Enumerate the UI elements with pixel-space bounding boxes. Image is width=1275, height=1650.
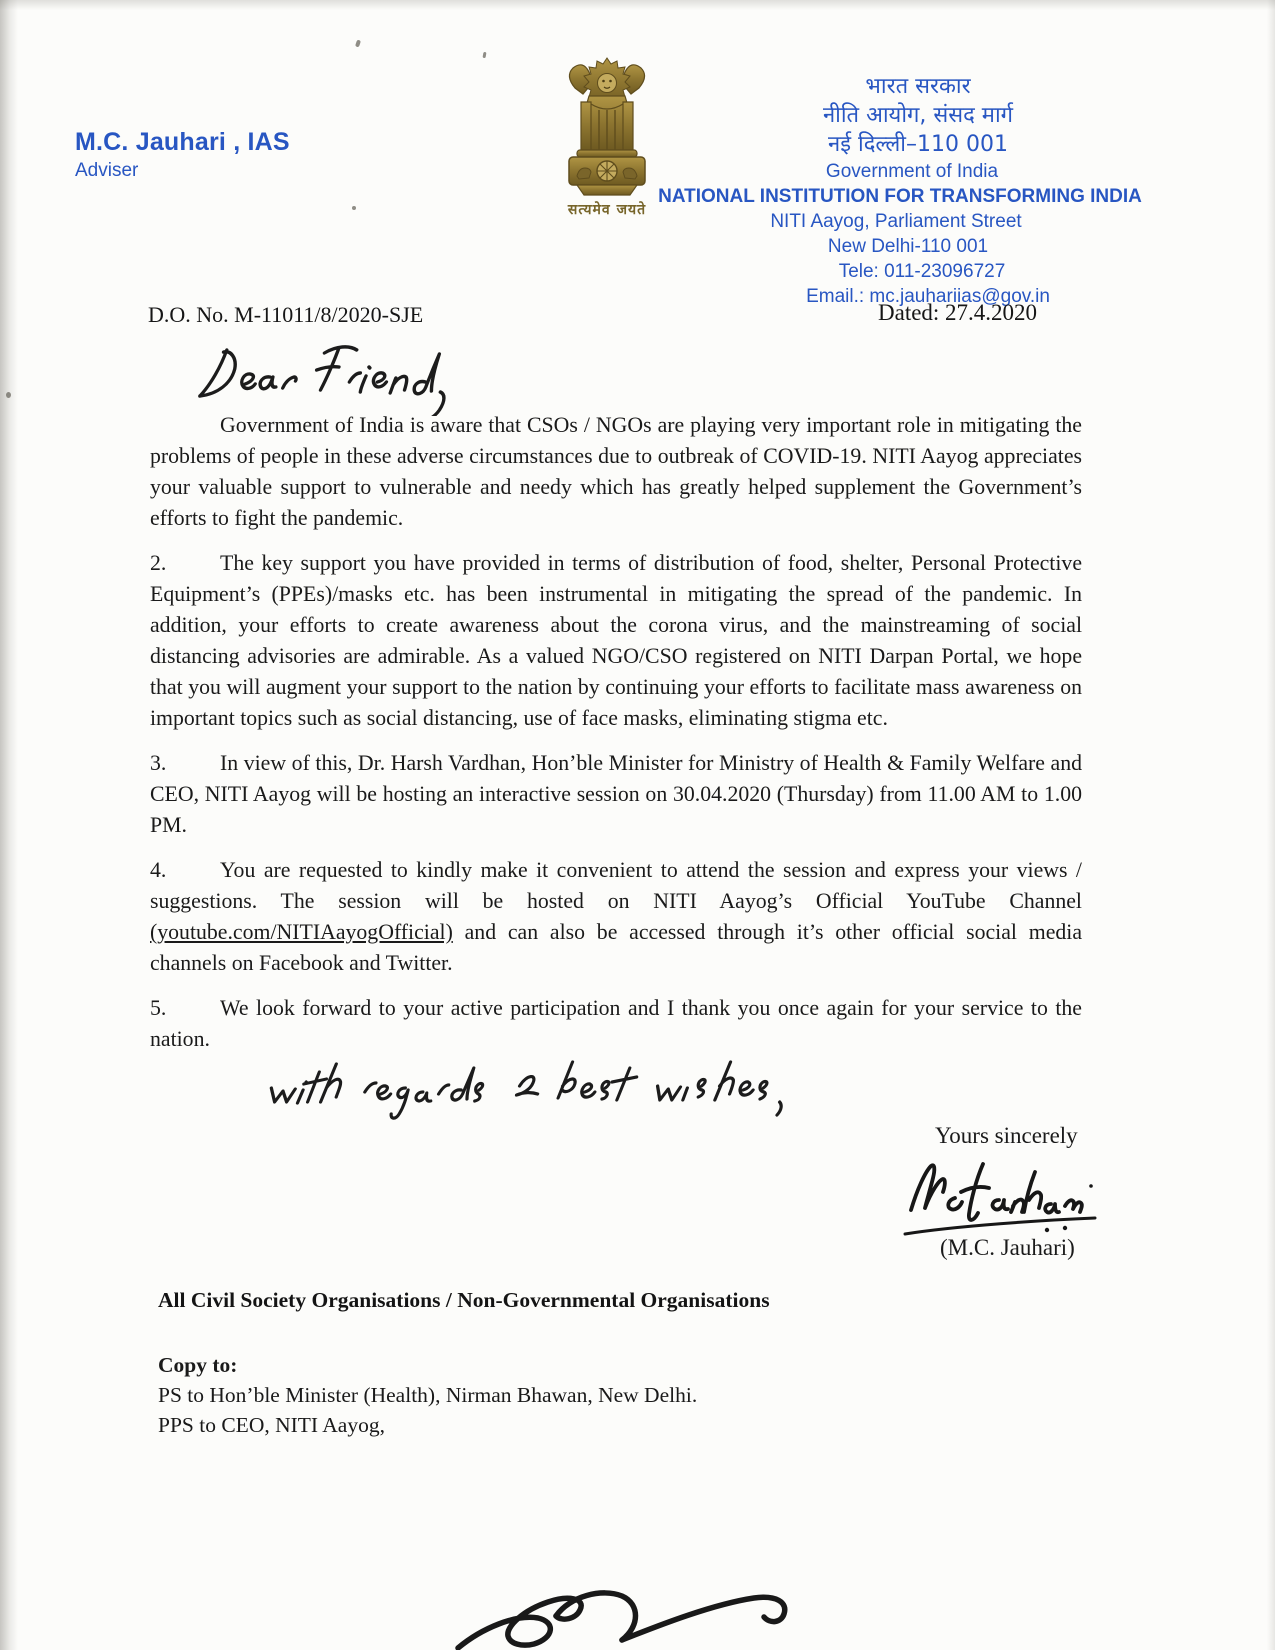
paragraph-text: Government of India is aware that CSOs / NGOs are playing very important role in mitigating the problems of people in these adverse circumstances due to outbreak of COVID-19. NITI Aayog appreciates your valuable support to vulnerable and needy which has greatly helped supplement the Government’s efforts to fight the pandemic.: [150, 413, 1082, 530]
paragraph-text: The key support you have provided in terms of distribution of food, shelter, Personal Protective Equipment’s (PPEs)/masks etc. has been instrumental in mitigating the spread of the pandemic. In addition, your efforts to create awareness about the corona virus, and the mainstreaming of social distancing advisories are admirable. As a valued NGO/CSO registered on NITI Darpan Portal, we hope that you will augment your support to the nation by continuing your efforts to facilitate mass awareness on important topics such as social distancing, use of face masks, eliminating stigma etc.: [150, 551, 1082, 730]
org-telephone: Tele: 011-23096727: [838, 261, 1006, 282]
copy-to-label: Copy to:: [158, 1353, 238, 1377]
scan-speck: [352, 206, 356, 210]
national-emblem-block: [548, 56, 666, 219]
org-email: Email.: mc.jauhariias@gov.in: [806, 286, 1050, 307]
paragraph-number: 5.: [150, 996, 167, 1020]
paragraph-2: [150, 548, 1082, 734]
paragraph-3: [150, 748, 1082, 841]
handwritten-regards: [248, 1050, 828, 1130]
paragraph-5: [150, 993, 1082, 1055]
signatory-name: (M.C. Jauhari): [940, 1235, 1075, 1260]
org-institution-line: NATIONAL INSTITUTION FOR TRANSFORMING INDIA: [658, 186, 1142, 207]
copy-to-item: PS to Hon’ble Minister (Health), Nirman Bhawan, New Delhi.: [158, 1383, 698, 1407]
org-govt-line: Government of India: [825, 161, 999, 182]
emblem-motto: सत्यमेव जयते: [567, 202, 647, 218]
handwritten-bottom-scribble: [452, 1578, 852, 1650]
scan-edge-shadow: [0, 0, 18, 1650]
organisation-block: [650, 72, 1150, 309]
officer-title: Adviser: [75, 160, 139, 181]
paragraph-number: 4.: [150, 858, 167, 882]
do-reference-number: D.O. No. M-11011/8/2020-SJE: [148, 302, 424, 327]
paragraph-text: In view of this, Dr. Harsh Vardhan, Hon’ble Minister for Ministry of Health & Family Welfare and CEO, NITI Aayog will be hosting an interactive session on 30.04.2020 (Thursday) from 11.00 AM to 1.00 PM.: [150, 751, 1082, 837]
copy-to-item: PPS to CEO, NITI Aayog,: [158, 1413, 385, 1437]
scan-speck: [355, 40, 361, 48]
org-address-line-1: NITI Aayog, Parliament Street: [770, 211, 1022, 232]
paragraph-1: [150, 410, 1082, 534]
letter-date: Dated: 27.4.2020: [878, 300, 1038, 325]
valediction: Yours sincerely: [935, 1123, 1078, 1148]
paragraph-text: We look forward to your active participation and I thank you once again for your service to the nation.: [150, 996, 1082, 1051]
scan-speck: [6, 392, 11, 398]
scan-edge-shadow: [1267, 0, 1275, 1650]
scan-speck: [483, 52, 487, 58]
officer-name: M.C. Jauhari , IAS: [75, 128, 290, 156]
letter-body: [150, 410, 1082, 1069]
ashoka-lion-capital-icon: [551, 56, 663, 198]
org-hindi-line-2: नीति आयोग, संसद मार्ग: [822, 103, 1014, 128]
addressee-line: All Civil Society Organisations / Non-Governmental Organisations: [158, 1288, 770, 1312]
paragraph-text: and can also be accessed through it’s other official social media channels on Facebook and Twitter.: [150, 920, 1082, 975]
paragraph-text: You are requested to kindly make it convenient to attend the session and express your views / suggestions. The session will be hosted on NITI Aayog’s Official YouTube Channel: [150, 858, 1082, 913]
handwritten-salutation: [190, 338, 470, 416]
youtube-channel-link: (youtube.com/NITIAayogOfficial): [150, 920, 453, 944]
org-hindi-line-1: भारत सरकार: [865, 74, 971, 99]
org-address-line-2: New Delhi-110 001: [827, 236, 989, 257]
handwritten-signature: [895, 1146, 1105, 1246]
paragraph-number: 2.: [150, 551, 167, 575]
scan-edge-shadow: [0, 0, 1275, 10]
officer-block: [75, 128, 290, 182]
paragraph-number: 3.: [150, 751, 167, 775]
paragraph-4: [150, 855, 1082, 979]
org-hindi-line-3: नई दिल्ली–110 001: [828, 132, 1008, 157]
copy-to-block: [158, 1350, 697, 1440]
